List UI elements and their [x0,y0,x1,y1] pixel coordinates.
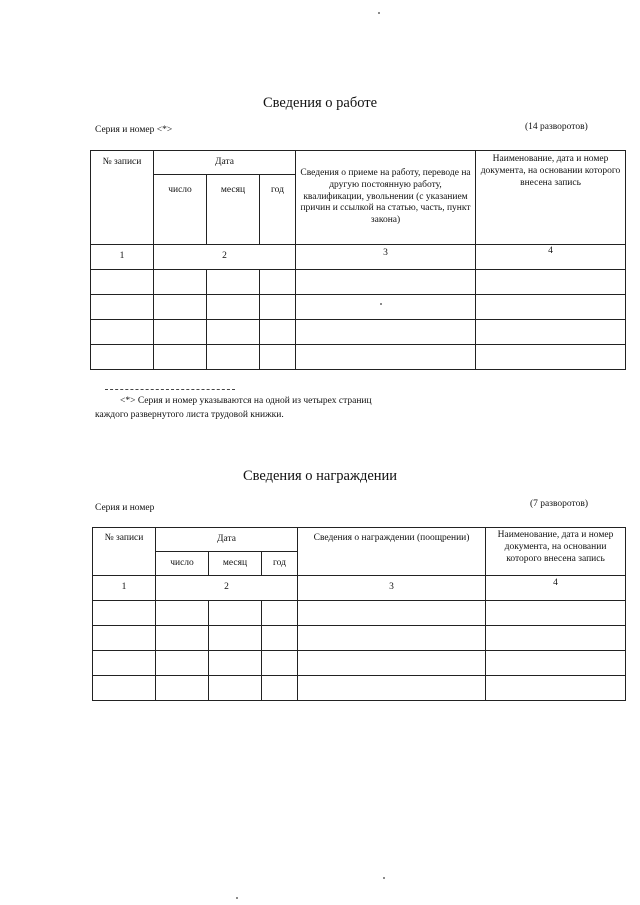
column-number: 2 [156,576,298,601]
awards-series-label: Серия и номер [95,503,155,513]
work-spreads-count: (14 разворотов) [525,122,588,132]
awards-table [92,527,626,701]
column-number: 1 [93,576,156,601]
work-series-label: Серия и номер <*> [95,125,173,135]
header-work-info: Сведения о приеме на работу, переводе на другую постоянную работу, квалификации, увольнении (с указанием причин и ссылкой на статью, часть, пункт закона) [296,151,476,245]
column-number: 4 [476,245,626,270]
header-date: Дата [154,151,296,175]
table-row [91,295,626,320]
header-record-no: № записи [93,528,156,576]
header-record-no: № записи [91,151,154,245]
header-day: число [156,552,209,576]
scan-speck [380,303,382,305]
awards-section-title: Сведения о награждении [242,468,398,484]
table-row [91,270,626,295]
header-month: месяц [209,552,262,576]
table-row [91,320,626,345]
header-date: Дата [156,528,298,552]
header-document: Наименование, дата и номер документа, на основании которого внесена запись [486,528,626,576]
scan-speck [378,12,380,14]
column-number: 3 [296,245,476,270]
work-section-title: Сведения о работе [262,95,378,111]
awards-spreads-count: (7 разворотов) [530,499,588,509]
column-number: 1 [91,245,154,270]
header-year: год [262,552,298,576]
table-row [93,626,626,651]
scan-speck [383,877,385,879]
header-document: Наименование, дата и номер документа, на основании которого внесена запись [476,151,626,245]
footnote-line-2: каждого развернутого листа трудовой книжки. [95,410,284,420]
table-row [93,601,626,626]
footnote-line-1: <*> Серия и номер указываются на одной из четырех страниц [120,396,372,406]
table-row [93,651,626,676]
scan-speck [236,897,238,899]
header-award-info: Сведения о награждении (поощрении) [298,528,486,576]
column-number: 3 [298,576,486,601]
column-number: 2 [154,245,296,270]
footnote-divider [105,389,235,390]
table-row [91,345,626,370]
header-year: год [260,175,296,245]
header-day: число [154,175,207,245]
work-table [90,150,626,370]
header-month: месяц [207,175,260,245]
table-row [93,676,626,701]
column-number: 4 [486,576,626,601]
